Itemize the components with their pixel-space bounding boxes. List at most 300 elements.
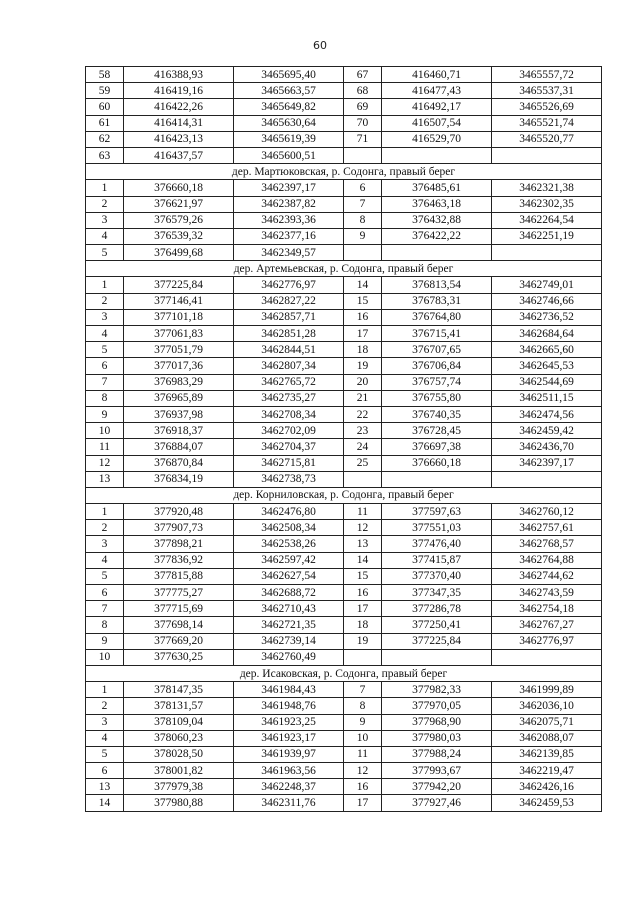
right-coordinate-y-cell: 3462744,62 xyxy=(492,568,602,584)
left-point-number-cell: 14 xyxy=(86,795,124,811)
table-row xyxy=(86,455,602,471)
right-coordinate-y-cell: 3462459,42 xyxy=(492,423,602,439)
left-coordinate-x-cell: 377061,83 xyxy=(124,326,234,342)
right-coordinate-x-cell: 376463,18 xyxy=(382,196,492,212)
right-point-number-cell: 68 xyxy=(344,83,382,99)
section-header-row xyxy=(86,487,602,503)
left-point-number-cell: 3 xyxy=(86,714,124,730)
left-coordinate-y-cell: 3461923,25 xyxy=(234,714,344,730)
left-coordinate-x-cell: 377920,48 xyxy=(124,504,234,520)
left-coordinate-y-cell: 3465649,82 xyxy=(234,99,344,115)
section-title: дер. Мартюковская, р. Содонга, правый берег xyxy=(86,164,602,180)
right-point-number-cell: 20 xyxy=(344,374,382,390)
table-row xyxy=(86,439,602,455)
table-row xyxy=(86,99,602,115)
right-point-number-cell: 11 xyxy=(344,504,382,520)
right-coordinate-y-cell: 3462474,56 xyxy=(492,406,602,422)
left-point-number-cell: 1 xyxy=(86,682,124,698)
right-point-number-cell: 18 xyxy=(344,342,382,358)
right-point-number-cell xyxy=(344,147,382,163)
table-row xyxy=(86,552,602,568)
left-coordinate-y-cell: 3462704,37 xyxy=(234,439,344,455)
left-coordinate-x-cell: 376834,19 xyxy=(124,471,234,487)
right-coordinate-x-cell: 376728,45 xyxy=(382,423,492,439)
right-coordinate-y-cell: 3462743,59 xyxy=(492,585,602,601)
left-coordinate-y-cell: 3461963,56 xyxy=(234,763,344,779)
right-coordinate-x-cell: 377370,40 xyxy=(382,568,492,584)
right-coordinate-x-cell: 377982,33 xyxy=(382,682,492,698)
table-row xyxy=(86,406,602,422)
right-coordinate-y-cell: 3462088,07 xyxy=(492,730,602,746)
left-coordinate-x-cell: 376621,97 xyxy=(124,196,234,212)
right-point-number-cell: 18 xyxy=(344,617,382,633)
table-row xyxy=(86,196,602,212)
right-point-number-cell: 13 xyxy=(344,536,382,552)
left-point-number-cell: 5 xyxy=(86,342,124,358)
left-coordinate-y-cell: 3465663,57 xyxy=(234,83,344,99)
right-coordinate-y-cell: 3462665,60 xyxy=(492,342,602,358)
right-point-number-cell: 17 xyxy=(344,326,382,342)
left-coordinate-x-cell: 377715,69 xyxy=(124,601,234,617)
table-row xyxy=(86,342,602,358)
left-coordinate-x-cell: 378109,04 xyxy=(124,714,234,730)
right-point-number-cell: 69 xyxy=(344,99,382,115)
right-point-number-cell: 12 xyxy=(344,763,382,779)
right-point-number-cell: 11 xyxy=(344,746,382,762)
right-coordinate-x-cell: 377927,46 xyxy=(382,795,492,811)
left-coordinate-y-cell: 3462776,97 xyxy=(234,277,344,293)
right-coordinate-x-cell: 377551,03 xyxy=(382,520,492,536)
table-row xyxy=(86,83,602,99)
left-coordinate-x-cell: 376937,98 xyxy=(124,406,234,422)
table-row xyxy=(86,212,602,228)
left-coordinate-x-cell: 377775,27 xyxy=(124,585,234,601)
left-coordinate-x-cell: 377980,88 xyxy=(124,795,234,811)
right-point-number-cell: 16 xyxy=(344,779,382,795)
left-coordinate-y-cell: 3461984,43 xyxy=(234,682,344,698)
left-coordinate-x-cell: 416388,93 xyxy=(124,67,234,83)
left-point-number-cell: 12 xyxy=(86,455,124,471)
right-point-number-cell xyxy=(344,649,382,665)
table-row xyxy=(86,714,602,730)
section-title: дер. Корниловская, р. Содонга, правый берег xyxy=(86,487,602,503)
table-row xyxy=(86,763,602,779)
left-coordinate-y-cell: 3462311,76 xyxy=(234,795,344,811)
right-coordinate-y-cell: 3462219,47 xyxy=(492,763,602,779)
right-coordinate-x-cell xyxy=(382,471,492,487)
left-point-number-cell: 10 xyxy=(86,423,124,439)
left-point-number-cell: 2 xyxy=(86,196,124,212)
left-coordinate-x-cell: 378147,35 xyxy=(124,682,234,698)
right-coordinate-y-cell: 3462321,38 xyxy=(492,180,602,196)
left-coordinate-y-cell: 3462765,72 xyxy=(234,374,344,390)
table-row xyxy=(86,795,602,811)
table-row xyxy=(86,779,602,795)
table-row xyxy=(86,746,602,762)
right-coordinate-y-cell: 3462544,69 xyxy=(492,374,602,390)
table-row xyxy=(86,115,602,131)
table-row xyxy=(86,326,602,342)
left-coordinate-y-cell: 3462349,57 xyxy=(234,245,344,261)
right-point-number-cell: 10 xyxy=(344,730,382,746)
right-point-number-cell: 67 xyxy=(344,67,382,83)
table-row xyxy=(86,293,602,309)
left-point-number-cell: 8 xyxy=(86,390,124,406)
left-coordinate-x-cell: 377101,18 xyxy=(124,309,234,325)
left-point-number-cell: 2 xyxy=(86,520,124,536)
left-coordinate-x-cell: 377698,14 xyxy=(124,617,234,633)
right-coordinate-y-cell xyxy=(492,147,602,163)
left-coordinate-x-cell: 378060,23 xyxy=(124,730,234,746)
right-coordinate-x-cell: 376715,41 xyxy=(382,326,492,342)
right-point-number-cell: 71 xyxy=(344,131,382,147)
table-row xyxy=(86,131,602,147)
section-title: дер. Исаковская, р. Содонга, правый берег xyxy=(86,665,602,681)
right-coordinate-y-cell: 3462511,15 xyxy=(492,390,602,406)
left-point-number-cell: 10 xyxy=(86,649,124,665)
right-coordinate-x-cell: 416460,71 xyxy=(382,67,492,83)
table-row xyxy=(86,617,602,633)
right-coordinate-x-cell: 376813,54 xyxy=(382,277,492,293)
right-point-number-cell: 16 xyxy=(344,585,382,601)
right-coordinate-y-cell: 3462426,16 xyxy=(492,779,602,795)
table-row xyxy=(86,520,602,536)
left-coordinate-x-cell: 377815,88 xyxy=(124,568,234,584)
coordinates-table-body xyxy=(86,67,602,812)
section-header-row xyxy=(86,261,602,277)
right-coordinate-x-cell: 376706,84 xyxy=(382,358,492,374)
left-coordinate-y-cell: 3462851,28 xyxy=(234,326,344,342)
left-coordinate-y-cell: 3462760,49 xyxy=(234,649,344,665)
right-coordinate-x-cell xyxy=(382,147,492,163)
right-coordinate-x-cell: 376757,74 xyxy=(382,374,492,390)
table-row xyxy=(86,471,602,487)
left-coordinate-x-cell: 377146,41 xyxy=(124,293,234,309)
left-point-number-cell: 60 xyxy=(86,99,124,115)
right-coordinate-y-cell: 3462302,35 xyxy=(492,196,602,212)
right-coordinate-y-cell: 3462760,12 xyxy=(492,504,602,520)
right-coordinate-x-cell: 377980,03 xyxy=(382,730,492,746)
right-coordinate-x-cell: 376697,38 xyxy=(382,439,492,455)
left-coordinate-x-cell: 377051,79 xyxy=(124,342,234,358)
right-point-number-cell: 17 xyxy=(344,601,382,617)
left-coordinate-x-cell: 376965,89 xyxy=(124,390,234,406)
coordinates-table xyxy=(85,66,602,812)
left-coordinate-y-cell: 3462688,72 xyxy=(234,585,344,601)
left-point-number-cell: 63 xyxy=(86,147,124,163)
right-coordinate-x-cell: 416507,54 xyxy=(382,115,492,131)
table-row xyxy=(86,585,602,601)
left-point-number-cell: 13 xyxy=(86,471,124,487)
left-point-number-cell: 6 xyxy=(86,763,124,779)
left-coordinate-x-cell: 377630,25 xyxy=(124,649,234,665)
left-coordinate-x-cell: 377898,21 xyxy=(124,536,234,552)
left-coordinate-y-cell: 3461948,76 xyxy=(234,698,344,714)
table-row xyxy=(86,374,602,390)
right-coordinate-y-cell: 3462757,61 xyxy=(492,520,602,536)
right-point-number-cell: 19 xyxy=(344,358,382,374)
left-point-number-cell: 13 xyxy=(86,779,124,795)
right-coordinate-x-cell: 377968,90 xyxy=(382,714,492,730)
left-point-number-cell: 3 xyxy=(86,536,124,552)
right-coordinate-x-cell: 376660,18 xyxy=(382,455,492,471)
left-coordinate-y-cell: 3465630,64 xyxy=(234,115,344,131)
right-coordinate-x-cell: 377415,87 xyxy=(382,552,492,568)
left-point-number-cell: 8 xyxy=(86,617,124,633)
table-row xyxy=(86,601,602,617)
right-coordinate-x-cell: 376740,35 xyxy=(382,406,492,422)
table-row xyxy=(86,309,602,325)
table-row xyxy=(86,682,602,698)
right-coordinate-y-cell: 3462736,52 xyxy=(492,309,602,325)
left-coordinate-y-cell: 3462735,27 xyxy=(234,390,344,406)
left-coordinate-x-cell: 376918,37 xyxy=(124,423,234,439)
left-point-number-cell: 9 xyxy=(86,406,124,422)
left-point-number-cell: 9 xyxy=(86,633,124,649)
right-coordinate-y-cell: 3461999,89 xyxy=(492,682,602,698)
left-point-number-cell: 1 xyxy=(86,277,124,293)
table-row xyxy=(86,180,602,196)
left-coordinate-y-cell: 3462827,22 xyxy=(234,293,344,309)
left-point-number-cell: 3 xyxy=(86,309,124,325)
left-point-number-cell: 3 xyxy=(86,212,124,228)
right-coordinate-y-cell: 3465526,69 xyxy=(492,99,602,115)
left-coordinate-y-cell: 3465695,40 xyxy=(234,67,344,83)
left-point-number-cell: 5 xyxy=(86,568,124,584)
right-point-number-cell: 14 xyxy=(344,552,382,568)
left-coordinate-x-cell: 376870,84 xyxy=(124,455,234,471)
left-coordinate-y-cell: 3462387,82 xyxy=(234,196,344,212)
right-point-number-cell: 7 xyxy=(344,196,382,212)
left-point-number-cell: 11 xyxy=(86,439,124,455)
right-point-number-cell: 6 xyxy=(344,180,382,196)
right-point-number-cell: 12 xyxy=(344,520,382,536)
table-row xyxy=(86,633,602,649)
right-coordinate-y-cell: 3462036,10 xyxy=(492,698,602,714)
left-coordinate-x-cell: 377225,84 xyxy=(124,277,234,293)
left-point-number-cell: 6 xyxy=(86,585,124,601)
left-coordinate-x-cell: 416414,31 xyxy=(124,115,234,131)
left-coordinate-y-cell: 3462715,81 xyxy=(234,455,344,471)
table-row xyxy=(86,390,602,406)
right-coordinate-y-cell xyxy=(492,245,602,261)
left-coordinate-x-cell: 378028,50 xyxy=(124,746,234,762)
right-coordinate-y-cell: 3465557,72 xyxy=(492,67,602,83)
right-coordinate-y-cell: 3462684,64 xyxy=(492,326,602,342)
right-point-number-cell: 19 xyxy=(344,633,382,649)
right-coordinate-x-cell: 416529,70 xyxy=(382,131,492,147)
left-point-number-cell: 61 xyxy=(86,115,124,131)
left-point-number-cell: 1 xyxy=(86,180,124,196)
right-point-number-cell xyxy=(344,245,382,261)
right-point-number-cell: 9 xyxy=(344,714,382,730)
right-coordinate-y-cell: 3465520,77 xyxy=(492,131,602,147)
left-coordinate-x-cell: 377907,73 xyxy=(124,520,234,536)
table-row xyxy=(86,277,602,293)
left-point-number-cell: 5 xyxy=(86,245,124,261)
right-coordinate-x-cell: 376764,80 xyxy=(382,309,492,325)
left-coordinate-y-cell: 3462508,34 xyxy=(234,520,344,536)
right-point-number-cell: 23 xyxy=(344,423,382,439)
right-coordinate-y-cell: 3462645,53 xyxy=(492,358,602,374)
left-coordinate-x-cell: 376884,07 xyxy=(124,439,234,455)
right-coordinate-y-cell: 3465537,31 xyxy=(492,83,602,99)
left-coordinate-y-cell: 3465619,39 xyxy=(234,131,344,147)
right-coordinate-x-cell: 376422,22 xyxy=(382,228,492,244)
left-point-number-cell: 4 xyxy=(86,326,124,342)
left-coordinate-y-cell: 3462597,42 xyxy=(234,552,344,568)
page-number: 60 xyxy=(313,39,327,52)
right-coordinate-y-cell: 3462397,17 xyxy=(492,455,602,471)
right-coordinate-y-cell: 3462746,66 xyxy=(492,293,602,309)
right-coordinate-x-cell: 377970,05 xyxy=(382,698,492,714)
right-point-number-cell: 15 xyxy=(344,293,382,309)
section-header-row xyxy=(86,665,602,681)
right-coordinate-x-cell: 377988,24 xyxy=(382,746,492,762)
left-coordinate-y-cell: 3462844,51 xyxy=(234,342,344,358)
table-row xyxy=(86,423,602,439)
table-row xyxy=(86,536,602,552)
left-coordinate-y-cell: 3462397,17 xyxy=(234,180,344,196)
right-point-number-cell: 8 xyxy=(344,698,382,714)
left-coordinate-x-cell: 416419,16 xyxy=(124,83,234,99)
right-coordinate-y-cell: 3462768,57 xyxy=(492,536,602,552)
left-coordinate-y-cell: 3465600,51 xyxy=(234,147,344,163)
right-coordinate-x-cell: 377225,84 xyxy=(382,633,492,649)
right-coordinate-x-cell: 377942,20 xyxy=(382,779,492,795)
table-row xyxy=(86,147,602,163)
right-coordinate-y-cell: 3462764,88 xyxy=(492,552,602,568)
right-coordinate-y-cell: 3465521,74 xyxy=(492,115,602,131)
right-coordinate-x-cell: 377347,35 xyxy=(382,585,492,601)
right-point-number-cell: 25 xyxy=(344,455,382,471)
table-row xyxy=(86,358,602,374)
left-coordinate-y-cell: 3462393,36 xyxy=(234,212,344,228)
left-coordinate-y-cell: 3462627,54 xyxy=(234,568,344,584)
right-coordinate-x-cell: 416492,17 xyxy=(382,99,492,115)
left-point-number-cell: 4 xyxy=(86,552,124,568)
left-coordinate-x-cell: 376660,18 xyxy=(124,180,234,196)
left-coordinate-y-cell: 3462377,16 xyxy=(234,228,344,244)
right-point-number-cell: 24 xyxy=(344,439,382,455)
right-coordinate-x-cell xyxy=(382,649,492,665)
left-coordinate-x-cell: 376499,68 xyxy=(124,245,234,261)
left-point-number-cell: 1 xyxy=(86,504,124,520)
right-coordinate-x-cell: 377993,67 xyxy=(382,763,492,779)
left-coordinate-y-cell: 3462248,37 xyxy=(234,779,344,795)
right-coordinate-x-cell: 376707,65 xyxy=(382,342,492,358)
left-coordinate-y-cell: 3462708,34 xyxy=(234,406,344,422)
left-coordinate-x-cell: 378001,82 xyxy=(124,763,234,779)
right-point-number-cell: 8 xyxy=(344,212,382,228)
right-coordinate-y-cell: 3462776,97 xyxy=(492,633,602,649)
right-coordinate-y-cell: 3462251,19 xyxy=(492,228,602,244)
right-point-number-cell: 21 xyxy=(344,390,382,406)
left-point-number-cell: 6 xyxy=(86,358,124,374)
left-coordinate-x-cell: 376983,29 xyxy=(124,374,234,390)
right-point-number-cell: 9 xyxy=(344,228,382,244)
right-point-number-cell: 15 xyxy=(344,568,382,584)
left-coordinate-x-cell: 377669,20 xyxy=(124,633,234,649)
left-point-number-cell: 2 xyxy=(86,698,124,714)
left-coordinate-x-cell: 378131,57 xyxy=(124,698,234,714)
right-coordinate-x-cell: 376485,61 xyxy=(382,180,492,196)
left-coordinate-y-cell: 3462807,34 xyxy=(234,358,344,374)
left-coordinate-y-cell: 3462738,73 xyxy=(234,471,344,487)
right-point-number-cell: 22 xyxy=(344,406,382,422)
left-coordinate-x-cell: 377836,92 xyxy=(124,552,234,568)
left-coordinate-x-cell: 416437,57 xyxy=(124,147,234,163)
left-coordinate-x-cell: 416423,13 xyxy=(124,131,234,147)
left-coordinate-x-cell: 376539,32 xyxy=(124,228,234,244)
left-coordinate-x-cell: 377017,36 xyxy=(124,358,234,374)
right-coordinate-y-cell: 3462459,53 xyxy=(492,795,602,811)
right-coordinate-y-cell: 3462754,18 xyxy=(492,601,602,617)
left-coordinate-y-cell: 3462538,26 xyxy=(234,536,344,552)
left-coordinate-y-cell: 3462476,80 xyxy=(234,504,344,520)
left-point-number-cell: 59 xyxy=(86,83,124,99)
table-row xyxy=(86,730,602,746)
table-row xyxy=(86,228,602,244)
table-row xyxy=(86,245,602,261)
right-coordinate-x-cell: 377476,40 xyxy=(382,536,492,552)
left-point-number-cell: 58 xyxy=(86,67,124,83)
right-point-number-cell: 17 xyxy=(344,795,382,811)
right-coordinate-y-cell xyxy=(492,649,602,665)
right-coordinate-y-cell: 3462767,27 xyxy=(492,617,602,633)
left-point-number-cell: 2 xyxy=(86,293,124,309)
right-coordinate-y-cell: 3462436,70 xyxy=(492,439,602,455)
right-point-number-cell: 7 xyxy=(344,682,382,698)
table-row xyxy=(86,568,602,584)
left-coordinate-y-cell: 3462739,14 xyxy=(234,633,344,649)
left-coordinate-y-cell: 3462721,35 xyxy=(234,617,344,633)
left-coordinate-y-cell: 3462857,71 xyxy=(234,309,344,325)
left-coordinate-x-cell: 377979,38 xyxy=(124,779,234,795)
left-point-number-cell: 4 xyxy=(86,228,124,244)
left-point-number-cell: 62 xyxy=(86,131,124,147)
right-coordinate-x-cell: 376432,88 xyxy=(382,212,492,228)
left-coordinate-y-cell: 3462710,43 xyxy=(234,601,344,617)
table-row xyxy=(86,504,602,520)
right-point-number-cell xyxy=(344,471,382,487)
right-coordinate-x-cell: 377597,63 xyxy=(382,504,492,520)
left-point-number-cell: 5 xyxy=(86,746,124,762)
right-point-number-cell: 14 xyxy=(344,277,382,293)
right-coordinate-x-cell xyxy=(382,245,492,261)
left-coordinate-x-cell: 376579,26 xyxy=(124,212,234,228)
right-point-number-cell: 70 xyxy=(344,115,382,131)
section-header-row xyxy=(86,164,602,180)
section-title: дер. Артемьевская, р. Содонга, правый берег xyxy=(86,261,602,277)
left-point-number-cell: 7 xyxy=(86,601,124,617)
right-coordinate-x-cell: 376755,80 xyxy=(382,390,492,406)
right-coordinate-x-cell: 416477,43 xyxy=(382,83,492,99)
left-coordinate-x-cell: 416422,26 xyxy=(124,99,234,115)
right-coordinate-y-cell: 3462264,54 xyxy=(492,212,602,228)
right-coordinate-y-cell: 3462749,01 xyxy=(492,277,602,293)
right-coordinate-x-cell: 377286,78 xyxy=(382,601,492,617)
table-row xyxy=(86,649,602,665)
left-coordinate-y-cell: 3461939,97 xyxy=(234,746,344,762)
table-row xyxy=(86,698,602,714)
right-point-number-cell: 16 xyxy=(344,309,382,325)
right-coordinate-y-cell: 3462075,71 xyxy=(492,714,602,730)
right-coordinate-y-cell: 3462139,85 xyxy=(492,746,602,762)
right-coordinate-x-cell: 377250,41 xyxy=(382,617,492,633)
right-coordinate-x-cell: 376783,31 xyxy=(382,293,492,309)
left-point-number-cell: 7 xyxy=(86,374,124,390)
